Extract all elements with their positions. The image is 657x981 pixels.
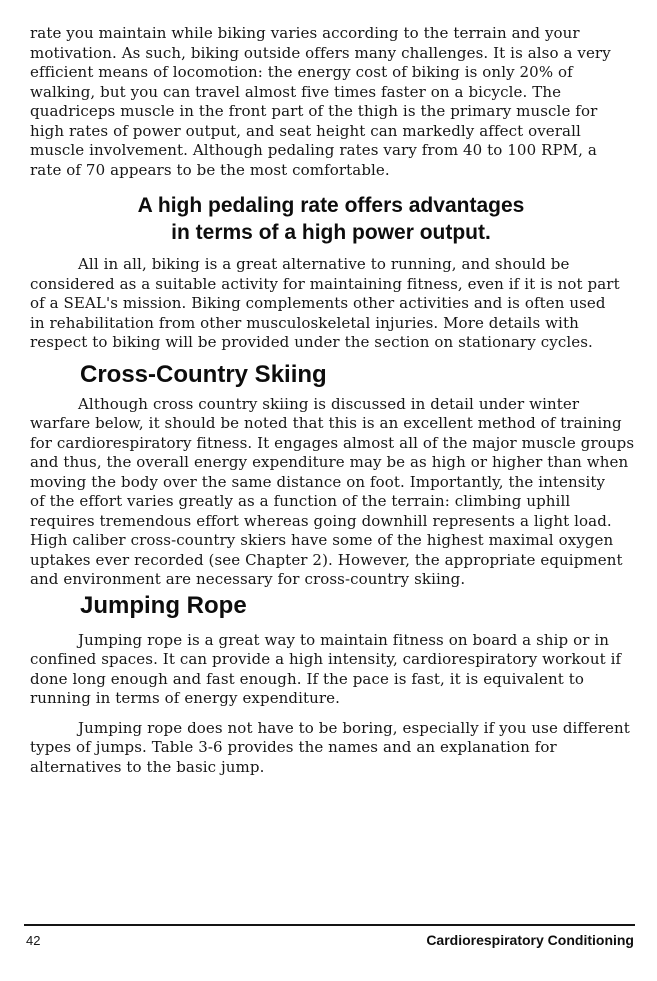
pullquote-pedaling-rate bbox=[30, 192, 632, 246]
text-line: respect to biking will be provided under the section on stationary cycles. bbox=[30, 333, 593, 351]
paragraph-rope-benefits bbox=[30, 631, 632, 709]
text-line: considered as a suitable activity for maintaining fitness, even if it is not part bbox=[30, 274, 620, 293]
footer-divider bbox=[24, 924, 635, 926]
text-line: All in all, biking is a great alternative to running, and should be bbox=[78, 255, 570, 273]
text-line: requires tremendous effort whereas going downhill represents a light load. bbox=[30, 511, 612, 530]
text-line: efficient means of locomotion: the energy cost of biking is only 20% of bbox=[30, 63, 573, 81]
text-line: Jumping rope is a great way to maintain fitness on board a ship or in bbox=[78, 630, 610, 649]
text-line: high rates of power output, and seat height can markedly affect overall bbox=[30, 121, 581, 140]
text-line: types of jumps. Table 3-6 provides the names and an explanation for bbox=[30, 738, 557, 756]
pullquote-line: in terms of a high power output. bbox=[171, 221, 491, 244]
text-line: for cardiorespiratory fitness. It engages almost all of the major muscle groups bbox=[30, 433, 635, 452]
pullquote-line: A high pedaling rate offers advantages bbox=[137, 194, 525, 217]
text-line: motivation. As such, biking outside offers many challenges. It is also a very bbox=[30, 43, 611, 62]
text-line: alternatives to the basic jump. bbox=[30, 757, 265, 776]
heading-cross-country-skiing: Cross-Country Skiing bbox=[80, 360, 327, 388]
text-line: Jumping rope does not have to be boring, especially if you use different bbox=[78, 718, 630, 737]
text-line: confined spaces. It can provide a high intensity, cardiorespiratory workout if bbox=[30, 650, 622, 668]
paragraph-biking-continued bbox=[30, 24, 632, 180]
text-line: warfare below, it should be noted that this is an excellent method of training bbox=[30, 414, 622, 432]
text-line: and environment are necessary for cross-country skiing. bbox=[30, 570, 466, 588]
footer-page-number: 42 bbox=[26, 933, 41, 948]
text-line: of a SEAL's mission. Biking complements other activities and is often used bbox=[30, 294, 606, 312]
text-line: walking, but you can travel almost five times faster on a bicycle. The bbox=[30, 82, 562, 101]
paragraph-rope-variety bbox=[30, 719, 632, 778]
text-line: uptakes ever recorded (see Chapter 2). However, the appropriate equipment bbox=[30, 550, 623, 569]
text-line: and thus, the overall energy expenditure may be as high or higher than when bbox=[30, 453, 629, 471]
paragraph-skiing bbox=[30, 394, 635, 590]
text-line: Although cross country skiing is discussed in detail under winter bbox=[78, 394, 580, 413]
paragraph-biking-summary bbox=[30, 255, 632, 353]
heading-jumping-rope: Jumping Rope bbox=[80, 591, 247, 619]
footer-section-title: Cardiorespiratory Conditioning bbox=[426, 932, 634, 948]
text-line: moving the body over the same distance on foot. Importantly, the intensity bbox=[30, 472, 606, 491]
text-column bbox=[30, 24, 635, 777]
text-line: High caliber cross-country skiers have some of the highest maximal oxygen bbox=[30, 531, 614, 549]
text-line: done long enough and fast enough. If the pace is fast, it is equivalent to bbox=[30, 669, 585, 688]
text-line: rate you maintain while biking varies according to the terrain and your bbox=[30, 24, 580, 42]
text-line: of the effort varies greatly as a function of the terrain: climbing uphill bbox=[30, 492, 571, 510]
text-line: in rehabilitation from other musculoskeletal injuries. More details with bbox=[30, 313, 579, 332]
text-line: rate of 70 appears to be the most comfortable. bbox=[30, 160, 390, 179]
text-line: muscle involvement. Although pedaling rates vary from 40 to 100 RPM, a bbox=[30, 141, 597, 159]
text-line: running in terms of energy expenditure. bbox=[30, 689, 341, 707]
text-line: quadriceps muscle in the front part of the thigh is the primary muscle for bbox=[30, 102, 598, 120]
